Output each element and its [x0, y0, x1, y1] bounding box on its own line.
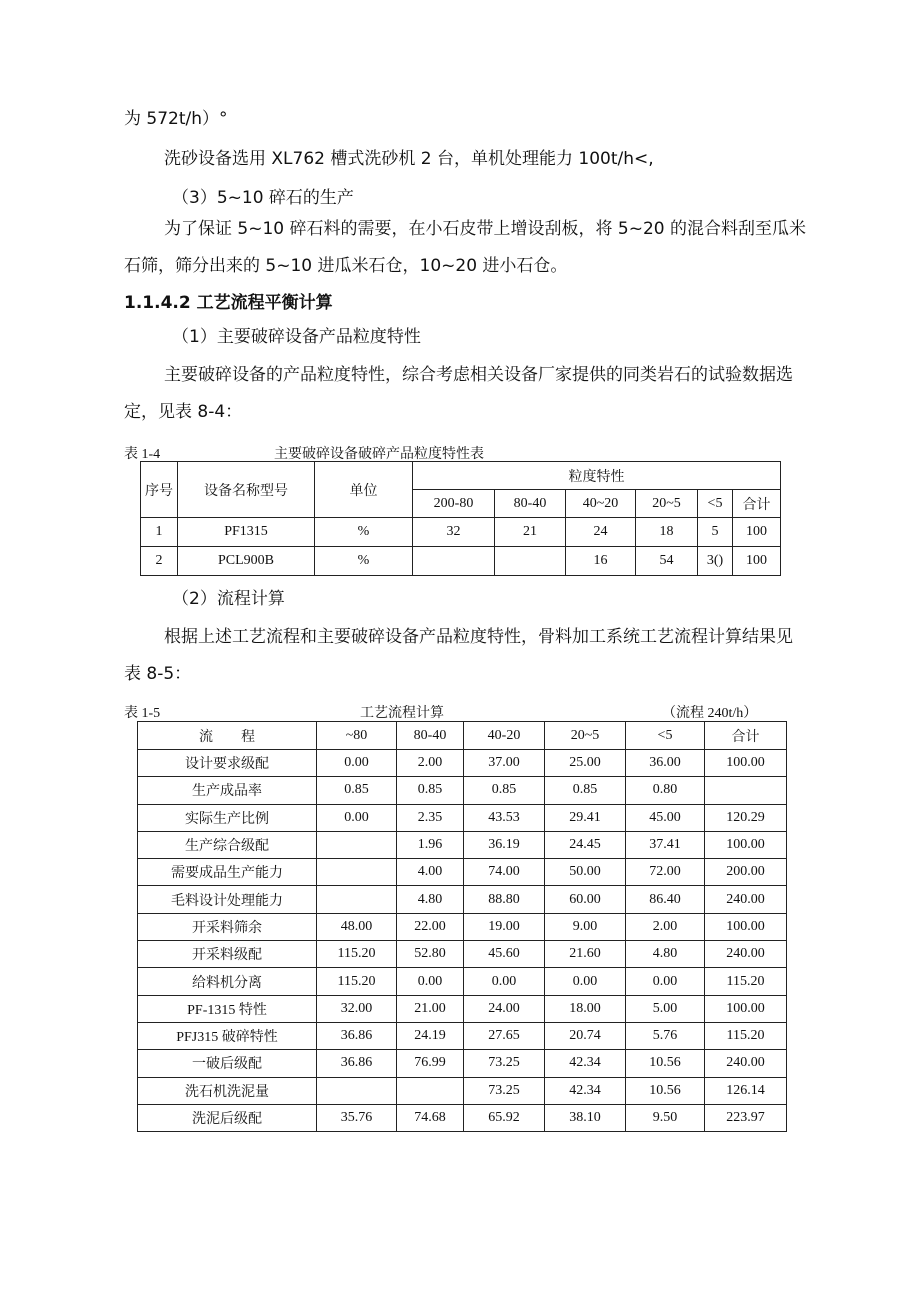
- header-col: 20~5: [636, 490, 698, 518]
- table-cell: [495, 547, 566, 576]
- table-cell: 100.00: [705, 913, 787, 940]
- row-label-cell: 毛料设计处理能力: [138, 886, 317, 913]
- table-cell: [705, 777, 787, 804]
- header-cell: 40-20: [464, 722, 545, 750]
- table-cell: 115.20: [317, 941, 397, 968]
- row-label-cell: PFJ315 破碎特性: [138, 1022, 317, 1049]
- table-cell: 240.00: [705, 886, 787, 913]
- table-cell: 100.00: [705, 750, 787, 777]
- paragraph-line: （3）5~10 碎石的生产: [172, 188, 354, 208]
- table-cell: 76.99: [397, 1050, 464, 1077]
- table-cell: 115.20: [705, 968, 787, 995]
- table-cell: 2.35: [397, 804, 464, 831]
- table-cell: 9.00: [545, 913, 626, 940]
- table-cell: 200.00: [705, 859, 787, 886]
- table-cell: 36.86: [317, 1050, 397, 1077]
- table-cell: 126.14: [705, 1077, 787, 1104]
- header-cell: ~80: [317, 722, 397, 750]
- table-cell: %: [315, 547, 413, 576]
- table-row: [138, 1077, 787, 1104]
- table-cell: 86.40: [626, 886, 705, 913]
- row-label-cell: 开采料筛余: [138, 913, 317, 940]
- table-row: [138, 913, 787, 940]
- table-cell: 223.97: [705, 1104, 787, 1131]
- table-cell: 21.60: [545, 941, 626, 968]
- table-cell: 36.86: [317, 1022, 397, 1049]
- table-cell: [317, 859, 397, 886]
- table-cell: 73.25: [464, 1050, 545, 1077]
- table-cell: 25.00: [545, 750, 626, 777]
- table-label: 表 1-5: [124, 706, 161, 721]
- table-cell: [397, 1077, 464, 1104]
- table-cell: 10.56: [626, 1077, 705, 1104]
- header-col: 40~20: [566, 490, 636, 518]
- row-label-cell: 开采料级配: [138, 941, 317, 968]
- table-cell: 45.00: [626, 804, 705, 831]
- table-cell: 24.00: [464, 995, 545, 1022]
- paragraph-line: （2）流程计算: [172, 589, 285, 609]
- table-row: [138, 777, 787, 804]
- table-cell: 0.00: [545, 968, 626, 995]
- row-label-cell: 生产成品率: [138, 777, 317, 804]
- granularity-table: [140, 461, 781, 576]
- header-unit: 单位: [315, 462, 413, 518]
- row-label-cell: 需要成品生产能力: [138, 859, 317, 886]
- table-cell: 240.00: [705, 941, 787, 968]
- header-col: 合计: [733, 490, 781, 518]
- table-cell: 100: [733, 547, 781, 576]
- table-cell: 2: [141, 547, 178, 576]
- table-row: [138, 859, 787, 886]
- table-row: [138, 886, 787, 913]
- table-cell: [317, 886, 397, 913]
- table-cell: 24: [566, 518, 636, 547]
- table-cell: 0.00: [464, 968, 545, 995]
- paragraph-line: 洗砂设备选用 XL762 槽式洗砂机 2 台，单机处理能力 100t/h<,: [164, 149, 654, 169]
- table-cell: 18: [636, 518, 698, 547]
- table-row: [138, 941, 787, 968]
- table-cell: [317, 1077, 397, 1104]
- header-col: 200-80: [413, 490, 495, 518]
- table-cell: 88.80: [464, 886, 545, 913]
- table-cell: 19.00: [464, 913, 545, 940]
- row-label-cell: 一破后级配: [138, 1050, 317, 1077]
- table-cell: 36.00: [626, 750, 705, 777]
- table-cell: 0.00: [317, 750, 397, 777]
- table-cell: 35.76: [317, 1104, 397, 1131]
- table-label: 表 1-4: [124, 447, 161, 462]
- table-cell: 24.45: [545, 831, 626, 858]
- table-cell: 240.00: [705, 1050, 787, 1077]
- table-cell: 18.00: [545, 995, 626, 1022]
- process-calculation-table: [137, 721, 787, 1132]
- table-row: [138, 1104, 787, 1131]
- table-cell: 74.00: [464, 859, 545, 886]
- table-cell: 74.68: [397, 1104, 464, 1131]
- table-cell: 24.19: [397, 1022, 464, 1049]
- table-cell: 0.85: [397, 777, 464, 804]
- table-cell: 48.00: [317, 913, 397, 940]
- row-label-cell: 实际生产比例: [138, 804, 317, 831]
- table-row: [138, 804, 787, 831]
- table-note: （流程 240t/h）: [662, 706, 758, 721]
- paragraph-line: 主要破碎设备的产品粒度特性，综合考虑相关设备厂家提供的同类岩石的试验数据选: [164, 365, 793, 385]
- table-cell: 9.50: [626, 1104, 705, 1131]
- table-cell: 32: [413, 518, 495, 547]
- table-cell: 5: [698, 518, 733, 547]
- table-header-row: [138, 722, 787, 750]
- paragraph-line: 为 572t/h）°: [124, 109, 228, 129]
- table-cell: 60.00: [545, 886, 626, 913]
- table-cell: 21: [495, 518, 566, 547]
- table-cell: 20.74: [545, 1022, 626, 1049]
- paragraph-line: 定，见表 8-4：: [124, 402, 243, 422]
- table-cell: 43.53: [464, 804, 545, 831]
- table-cell: 10.56: [626, 1050, 705, 1077]
- table-cell: 36.19: [464, 831, 545, 858]
- paragraph-line: 根据上述工艺流程和主要破碎设备产品粒度特性，骨料加工系统工艺流程计算结果见: [164, 627, 793, 647]
- table-row: [138, 1022, 787, 1049]
- header-cell: <5: [626, 722, 705, 750]
- header-cell: 合计: [705, 722, 787, 750]
- table-row: [141, 518, 781, 547]
- table-cell: 37.00: [464, 750, 545, 777]
- table-cell: 115.20: [705, 1022, 787, 1049]
- table-cell: 16: [566, 547, 636, 576]
- table-row: [138, 995, 787, 1022]
- table-cell: 115.20: [317, 968, 397, 995]
- header-col: <5: [698, 490, 733, 518]
- row-label-cell: 生产综合级配: [138, 831, 317, 858]
- header-group: 粒度特性: [413, 462, 781, 490]
- header-cell: 流 程: [138, 722, 317, 750]
- table-cell: 38.10: [545, 1104, 626, 1131]
- header-name: 设备名称型号: [178, 462, 315, 518]
- header-cell: 20~5: [545, 722, 626, 750]
- header-cell: 80-40: [397, 722, 464, 750]
- section-heading: 1.1.4.2 工艺流程平衡计算: [124, 293, 333, 313]
- row-label-cell: PF-1315 特性: [138, 995, 317, 1022]
- table-cell: 100: [733, 518, 781, 547]
- table-row: [138, 968, 787, 995]
- table-cell: 2.00: [397, 750, 464, 777]
- table-cell: 45.60: [464, 941, 545, 968]
- table-cell: 4.80: [626, 941, 705, 968]
- table-cell: 27.65: [464, 1022, 545, 1049]
- table-cell: 0.85: [545, 777, 626, 804]
- table-title: 工艺流程计算: [360, 706, 444, 721]
- table-cell: 52.80: [397, 941, 464, 968]
- table-cell: 0.85: [464, 777, 545, 804]
- table-cell: PF1315: [178, 518, 315, 547]
- table-row: [141, 547, 781, 576]
- table-cell: 0.00: [317, 804, 397, 831]
- table-cell: %: [315, 518, 413, 547]
- table-cell: PCL900B: [178, 547, 315, 576]
- table-cell: 4.80: [397, 886, 464, 913]
- table-cell: 0.85: [317, 777, 397, 804]
- table-cell: 21.00: [397, 995, 464, 1022]
- table-row: [138, 831, 787, 858]
- header-seq: 序号: [141, 462, 178, 518]
- table-cell: 100.00: [705, 995, 787, 1022]
- table-cell: 3(): [698, 547, 733, 576]
- table-cell: 50.00: [545, 859, 626, 886]
- table-cell: 5.76: [626, 1022, 705, 1049]
- table-cell: 22.00: [397, 913, 464, 940]
- table-cell: 65.92: [464, 1104, 545, 1131]
- table-cell: 42.34: [545, 1050, 626, 1077]
- table-cell: 1.96: [397, 831, 464, 858]
- table-cell: 4.00: [397, 859, 464, 886]
- table-cell: [413, 547, 495, 576]
- paragraph-line: 为了保证 5~10 碎石料的需要，在小石皮带上增设刮板，将 5~20 的混合料刮至瓜米: [164, 219, 806, 239]
- paragraph-line: 表 8-5：: [124, 664, 192, 684]
- table-cell: 0.80: [626, 777, 705, 804]
- table-cell: [317, 831, 397, 858]
- table-cell: 1: [141, 518, 178, 547]
- table-cell: 72.00: [626, 859, 705, 886]
- table-cell: 120.29: [705, 804, 787, 831]
- table-title: 主要破碎设备破碎产品粒度特性表: [274, 447, 484, 462]
- header-col: 80-40: [495, 490, 566, 518]
- table-cell: 5.00: [626, 995, 705, 1022]
- table-cell: 0.00: [626, 968, 705, 995]
- row-label-cell: 洗石机洗泥量: [138, 1077, 317, 1104]
- table-cell: 42.34: [545, 1077, 626, 1104]
- paragraph-line: （1）主要破碎设备产品粒度特性: [172, 327, 421, 347]
- table-row: [138, 1050, 787, 1077]
- table-cell: 29.41: [545, 804, 626, 831]
- table-cell: 0.00: [397, 968, 464, 995]
- table-cell: 37.41: [626, 831, 705, 858]
- row-label-cell: 给料机分离: [138, 968, 317, 995]
- row-label-cell: 设计要求级配: [138, 750, 317, 777]
- table-cell: 54: [636, 547, 698, 576]
- table-cell: 100.00: [705, 831, 787, 858]
- paragraph-line: 石筛，筛分出来的 5~10 进瓜米石仓，10~20 进小石仓。: [124, 256, 568, 276]
- row-label-cell: 洗泥后级配: [138, 1104, 317, 1131]
- table-cell: 73.25: [464, 1077, 545, 1104]
- table-cell: 2.00: [626, 913, 705, 940]
- table-row: [138, 750, 787, 777]
- table-cell: 32.00: [317, 995, 397, 1022]
